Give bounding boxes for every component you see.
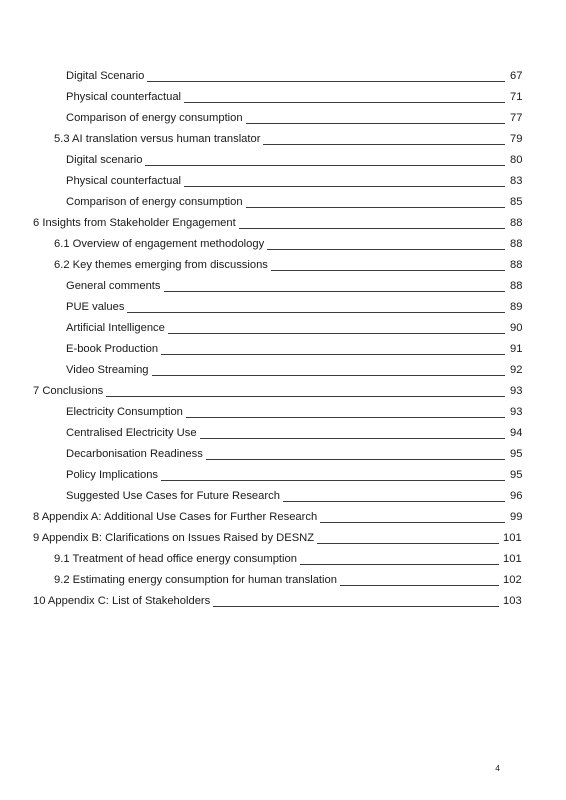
toc-entry-page: 95 — [510, 469, 523, 481]
toc-entry-page: 67 — [510, 70, 523, 82]
toc-entry-page: 88 — [510, 259, 523, 271]
toc-leader-line — [283, 501, 505, 502]
toc-entry[interactable] — [0, 339, 566, 360]
toc-entry-title: PUE values — [66, 301, 125, 313]
toc-entry-page: 93 — [510, 406, 523, 418]
toc-entry[interactable] — [0, 465, 566, 486]
toc-leader-line — [246, 123, 505, 124]
toc-entry-page: 103 — [503, 595, 522, 607]
toc-entry-page: 85 — [510, 196, 523, 208]
toc-entry-title: Decarbonisation Readiness — [66, 448, 203, 460]
toc-entry-title: Physical counterfactual — [66, 91, 182, 103]
toc-entry-title: Video Streaming — [66, 364, 149, 376]
toc-entry-page: 92 — [510, 364, 523, 376]
page-number: 4 — [495, 763, 500, 773]
toc-entry[interactable] — [0, 381, 566, 402]
table-of-contents — [0, 66, 566, 612]
toc-entry[interactable] — [0, 129, 566, 150]
toc-entry[interactable] — [0, 528, 566, 549]
toc-leader-line — [152, 375, 505, 376]
toc-leader-line — [145, 165, 505, 166]
toc-leader-line — [168, 333, 505, 334]
toc-entry[interactable] — [0, 507, 566, 528]
toc-entry-title: 9.2 Estimating energy consumption for human translation — [54, 574, 337, 586]
toc-entry[interactable] — [0, 66, 566, 87]
toc-entry[interactable] — [0, 591, 566, 612]
toc-entry-page: 79 — [510, 133, 523, 145]
toc-leader-line — [267, 249, 505, 250]
toc-entry-title: E-book Production — [66, 343, 159, 355]
toc-leader-line — [206, 459, 505, 460]
toc-entry-page: 77 — [510, 112, 523, 124]
toc-leader-line — [263, 144, 505, 145]
toc-entry-page: 101 — [503, 532, 522, 544]
toc-leader-line — [127, 312, 505, 313]
toc-entry[interactable] — [0, 213, 566, 234]
toc-entry-page: 96 — [510, 490, 523, 502]
toc-entry-page: 91 — [510, 343, 523, 355]
toc-leader-line — [161, 480, 505, 481]
toc-entry-page: 80 — [510, 154, 523, 166]
toc-entry-title: Digital Scenario — [66, 70, 145, 82]
toc-entry[interactable] — [0, 318, 566, 339]
toc-entry-title: Comparison of energy consumption — [66, 112, 243, 124]
toc-leader-line — [320, 522, 505, 523]
toc-entry-title: 6.1 Overview of engagement methodology — [54, 238, 265, 250]
toc-entry-title: 8 Appendix A: Additional Use Cases for Further Research — [33, 511, 318, 523]
toc-entry-title: Suggested Use Cases for Future Research — [66, 490, 280, 502]
toc-entry-title: Comparison of energy consumption — [66, 196, 243, 208]
toc-entry[interactable] — [0, 171, 566, 192]
toc-leader-line — [164, 291, 505, 292]
toc-entry-title: 6.2 Key themes emerging from discussions — [54, 259, 268, 271]
toc-entry-title: 6 Insights from Stakeholder Engagement — [33, 217, 236, 229]
toc-entry[interactable] — [0, 570, 566, 591]
toc-entry[interactable] — [0, 360, 566, 381]
toc-entry-page: 71 — [510, 91, 523, 103]
toc-leader-line — [200, 438, 505, 439]
toc-entry[interactable] — [0, 486, 566, 507]
toc-leader-line — [184, 186, 505, 187]
toc-entry-title: Electricity Consumption — [66, 406, 183, 418]
toc-entry-page: 99 — [510, 511, 523, 523]
toc-entry[interactable] — [0, 549, 566, 570]
toc-leader-line — [184, 102, 505, 103]
toc-leader-line — [271, 270, 505, 271]
toc-entry[interactable] — [0, 444, 566, 465]
toc-entry-page: 89 — [510, 301, 523, 313]
toc-entry[interactable] — [0, 192, 566, 213]
toc-entry-page: 88 — [510, 238, 523, 250]
toc-entry[interactable] — [0, 234, 566, 255]
toc-entry[interactable] — [0, 87, 566, 108]
toc-entry-page: 88 — [510, 280, 523, 292]
toc-entry-page: 90 — [510, 322, 523, 334]
toc-entry[interactable] — [0, 402, 566, 423]
toc-leader-line — [147, 81, 505, 82]
toc-entry[interactable] — [0, 108, 566, 129]
toc-entry-title: 7 Conclusions — [33, 385, 104, 397]
toc-entry[interactable] — [0, 297, 566, 318]
toc-leader-line — [186, 417, 505, 418]
toc-entry-title: 9.1 Treatment of head office energy consumption — [54, 553, 297, 565]
toc-entry-page: 93 — [510, 385, 523, 397]
toc-leader-line — [106, 396, 505, 397]
toc-leader-line — [300, 564, 499, 565]
toc-entry-page: 94 — [510, 427, 523, 439]
toc-entry-page: 83 — [510, 175, 523, 187]
toc-leader-line — [246, 207, 505, 208]
toc-leader-line — [213, 606, 499, 607]
toc-leader-line — [340, 585, 499, 586]
toc-entry-title: General comments — [66, 280, 161, 292]
toc-entry[interactable] — [0, 423, 566, 444]
toc-entry-title: Physical counterfactual — [66, 175, 182, 187]
toc-entry-title: Centralised Electricity Use — [66, 427, 197, 439]
toc-leader-line — [161, 354, 505, 355]
toc-entry-title: 10 Appendix C: List of Stakeholders — [33, 595, 211, 607]
toc-entry-page: 95 — [510, 448, 523, 460]
toc-entry-title: 9 Appendix B: Clarifications on Issues Raised by DESNZ — [33, 532, 315, 544]
toc-leader-line — [317, 543, 499, 544]
toc-entry-page: 101 — [503, 553, 522, 565]
toc-entry-page: 88 — [510, 217, 523, 229]
toc-entry-title: Digital scenario — [66, 154, 143, 166]
toc-entry[interactable] — [0, 255, 566, 276]
toc-leader-line — [239, 228, 505, 229]
toc-entry-title: 5.3 AI translation versus human translator — [54, 133, 261, 145]
toc-entry-page: 102 — [503, 574, 522, 586]
toc-entry[interactable] — [0, 150, 566, 171]
toc-entry[interactable] — [0, 276, 566, 297]
toc-entry-title: Artificial Intelligence — [66, 322, 165, 334]
toc-entry-title: Policy Implications — [66, 469, 159, 481]
